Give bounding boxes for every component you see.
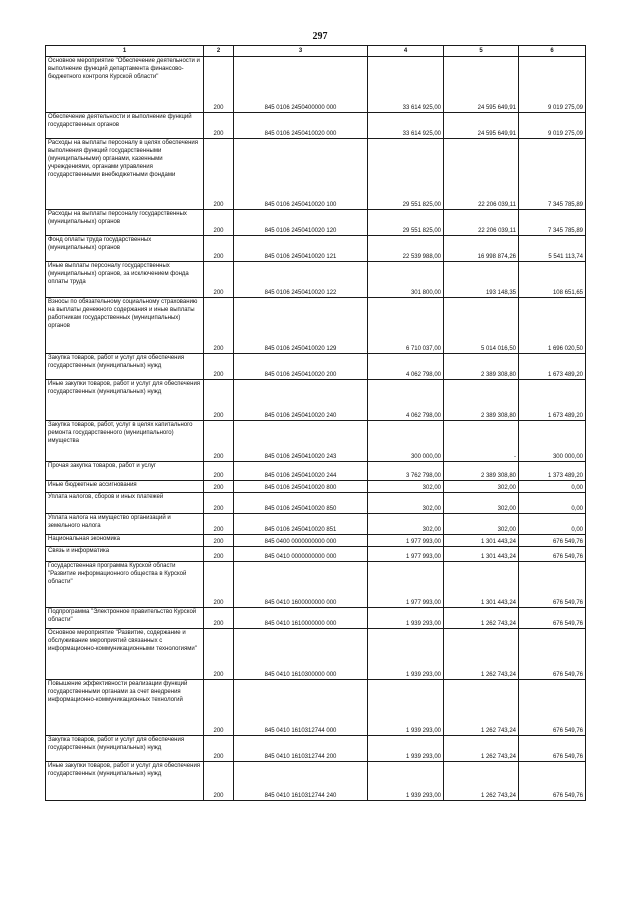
row-code-200: 200 xyxy=(204,236,234,262)
table-row xyxy=(46,514,586,535)
budget-code: 845 0410 1610312744 200 xyxy=(234,736,368,762)
executed-amount: 16 998 874,26 xyxy=(444,236,519,262)
remaining-amount: 676 549,76 xyxy=(519,680,586,736)
column-header: 4 xyxy=(368,46,444,57)
executed-amount: 1 262 743,24 xyxy=(444,629,519,680)
table-row xyxy=(46,262,586,298)
executed-amount: 302,00 xyxy=(444,481,519,493)
remaining-amount: 108 651,65 xyxy=(519,262,586,298)
remaining-amount: 0,00 xyxy=(519,481,586,493)
budget-table xyxy=(45,45,586,801)
table-row xyxy=(46,736,586,762)
approved-amount: 1 977 993,00 xyxy=(368,547,444,562)
table-row xyxy=(46,139,586,210)
row-code-200: 200 xyxy=(204,262,234,298)
approved-amount: 1 939 293,00 xyxy=(368,762,444,801)
approved-amount: 33 614 925,00 xyxy=(368,57,444,113)
remaining-amount: 676 549,76 xyxy=(519,535,586,547)
executed-amount: - xyxy=(444,421,519,462)
row-code-200: 200 xyxy=(204,562,234,608)
approved-amount: 302,00 xyxy=(368,493,444,514)
row-label: Основное мероприятие "Обеспечение деятельности и выполнение функций департамента финансово-бюджетного контроля Курской области" xyxy=(46,57,204,113)
row-label: Прочая закупка товаров, работ и услуг xyxy=(46,462,204,481)
approved-amount: 3 762 798,00 xyxy=(368,462,444,481)
row-label: Иные закупки товаров, работ и услуг для обеспечения государственных (муниципальных) нужд xyxy=(46,380,204,421)
remaining-amount: 9 019 275,09 xyxy=(519,113,586,139)
row-label: Национальная экономика xyxy=(46,535,204,547)
remaining-amount: 1 373 489,20 xyxy=(519,462,586,481)
row-code-200: 200 xyxy=(204,762,234,801)
executed-amount: 1 262 743,24 xyxy=(444,680,519,736)
remaining-amount: 676 549,76 xyxy=(519,547,586,562)
approved-amount: 6 710 037,00 xyxy=(368,298,444,354)
approved-amount: 4 062 798,00 xyxy=(368,354,444,380)
row-label: Закупка товаров, работ и услуг для обеспечения государственных (муниципальных) нужд xyxy=(46,736,204,762)
row-label: Расходы на выплаты персоналу в целях обеспечения выполнения функций государственными (муниципальными) органами, казенными учреждениями, органами управления государственными внебюджетными фондами xyxy=(46,139,204,210)
row-label: Расходы на выплаты персоналу государственных (муниципальных) органов xyxy=(46,210,204,236)
row-label: Обеспечение деятельности и выполнение функций государственных органов xyxy=(46,113,204,139)
table-row xyxy=(46,57,586,113)
table-row xyxy=(46,762,586,801)
executed-amount: 1 301 443,24 xyxy=(444,535,519,547)
executed-amount: 5 014 016,50 xyxy=(444,298,519,354)
column-header: 6 xyxy=(519,46,586,57)
approved-amount: 29 551 825,00 xyxy=(368,210,444,236)
budget-code: 845 0106 2450410020 240 xyxy=(234,380,368,421)
row-code-200: 200 xyxy=(204,547,234,562)
remaining-amount: 1 673 489,20 xyxy=(519,354,586,380)
column-header: 3 xyxy=(234,46,368,57)
executed-amount: 1 262 743,24 xyxy=(444,736,519,762)
budget-code: 845 0106 2450410020 244 xyxy=(234,462,368,481)
executed-amount: 2 389 308,80 xyxy=(444,462,519,481)
budget-code: 845 0106 2450410020 121 xyxy=(234,236,368,262)
remaining-amount: 676 549,76 xyxy=(519,736,586,762)
executed-amount: 193 148,35 xyxy=(444,262,519,298)
row-code-200: 200 xyxy=(204,514,234,535)
remaining-amount: 300 000,00 xyxy=(519,421,586,462)
approved-amount: 33 614 925,00 xyxy=(368,113,444,139)
row-code-200: 200 xyxy=(204,139,234,210)
table-row xyxy=(46,547,586,562)
row-label: Подпрограмма "Электронное правительство Курской области" xyxy=(46,608,204,629)
approved-amount: 1 939 293,00 xyxy=(368,680,444,736)
table-row xyxy=(46,462,586,481)
budget-code: 845 0106 2450410020 000 xyxy=(234,113,368,139)
row-code-200: 200 xyxy=(204,481,234,493)
executed-amount: 1 301 443,24 xyxy=(444,562,519,608)
row-label: Связь и информатика xyxy=(46,547,204,562)
executed-amount: 302,00 xyxy=(444,493,519,514)
approved-amount: 302,00 xyxy=(368,514,444,535)
row-label: Уплата налога на имущество организаций и земельного налога xyxy=(46,514,204,535)
approved-amount: 1 977 993,00 xyxy=(368,535,444,547)
column-header: 2 xyxy=(204,46,234,57)
remaining-amount: 0,00 xyxy=(519,493,586,514)
table-header-row xyxy=(46,46,586,57)
remaining-amount: 1 673 489,20 xyxy=(519,380,586,421)
remaining-amount: 0,00 xyxy=(519,514,586,535)
budget-code: 845 0106 2450410020 800 xyxy=(234,481,368,493)
executed-amount: 22 206 039,11 xyxy=(444,139,519,210)
table-row xyxy=(46,210,586,236)
approved-amount: 22 539 988,00 xyxy=(368,236,444,262)
table-row xyxy=(46,481,586,493)
budget-code: 845 0410 1610300000 000 xyxy=(234,629,368,680)
executed-amount: 2 389 308,80 xyxy=(444,380,519,421)
table-row xyxy=(46,680,586,736)
row-code-200: 200 xyxy=(204,354,234,380)
remaining-amount: 7 345 785,89 xyxy=(519,139,586,210)
row-code-200: 200 xyxy=(204,113,234,139)
budget-code: 845 0106 2450410020 850 xyxy=(234,493,368,514)
row-label: Взносы по обязательному социальному страхованию на выплаты денежного содержания и иные выплаты работникам государственных (муниципальных) органов xyxy=(46,298,204,354)
table-row xyxy=(46,608,586,629)
remaining-amount: 676 549,76 xyxy=(519,608,586,629)
row-code-200: 200 xyxy=(204,736,234,762)
row-label: Фонд оплаты труда государственных (муниципальных) органов xyxy=(46,236,204,262)
approved-amount: 1 939 293,00 xyxy=(368,608,444,629)
approved-amount: 301 800,00 xyxy=(368,262,444,298)
approved-amount: 1 939 293,00 xyxy=(368,736,444,762)
approved-amount: 4 062 798,00 xyxy=(368,380,444,421)
budget-code: 845 0410 1610312744 240 xyxy=(234,762,368,801)
row-code-200: 200 xyxy=(204,535,234,547)
table-row xyxy=(46,380,586,421)
budget-code: 845 0106 2450410020 851 xyxy=(234,514,368,535)
budget-code: 845 0410 1610312744 000 xyxy=(234,680,368,736)
row-label: Государственная программа Курской области "Развитие информационного общества в Курской области" xyxy=(46,562,204,608)
table-row xyxy=(46,298,586,354)
remaining-amount: 9 019 275,09 xyxy=(519,57,586,113)
row-code-200: 200 xyxy=(204,380,234,421)
table-row xyxy=(46,236,586,262)
page-number: 297 xyxy=(312,31,328,42)
budget-code: 845 0106 2450410020 100 xyxy=(234,139,368,210)
executed-amount: 24 595 649,91 xyxy=(444,113,519,139)
row-code-200: 200 xyxy=(204,629,234,680)
row-code-200: 200 xyxy=(204,421,234,462)
row-code-200: 200 xyxy=(204,57,234,113)
remaining-amount: 676 549,76 xyxy=(519,629,586,680)
row-label: Основное мероприятие "Развитие, содержание и обслуживание мероприятий связанных с информационно-коммуникационными технологиями" xyxy=(46,629,204,680)
row-label: Уплата налогов, сборов и иных платежей xyxy=(46,493,204,514)
executed-amount: 24 595 649,91 xyxy=(444,57,519,113)
executed-amount: 1 301 443,24 xyxy=(444,547,519,562)
remaining-amount: 1 696 020,50 xyxy=(519,298,586,354)
row-label: Иные выплаты персоналу государственных (муниципальных) органов, за исключением фонда оплаты труда xyxy=(46,262,204,298)
row-code-200: 200 xyxy=(204,680,234,736)
budget-code: 845 0106 2450400000 000 xyxy=(234,57,368,113)
remaining-amount: 676 549,76 xyxy=(519,762,586,801)
row-code-200: 200 xyxy=(204,210,234,236)
remaining-amount: 5 541 113,74 xyxy=(519,236,586,262)
row-label: Повышение эффективности реализации функций государственными органами за счет внедрения информационно-коммуникационных технологий xyxy=(46,680,204,736)
executed-amount: 2 389 308,80 xyxy=(444,354,519,380)
table-row xyxy=(46,421,586,462)
table-row xyxy=(46,354,586,380)
table-row xyxy=(46,535,586,547)
remaining-amount: 7 345 785,89 xyxy=(519,210,586,236)
executed-amount: 1 262 743,24 xyxy=(444,608,519,629)
approved-amount: 29 551 825,00 xyxy=(368,139,444,210)
approved-amount: 1 977 993,00 xyxy=(368,562,444,608)
executed-amount: 302,00 xyxy=(444,514,519,535)
row-code-200: 200 xyxy=(204,462,234,481)
budget-code: 845 0106 2450410020 120 xyxy=(234,210,368,236)
row-label: Иные бюджетные ассигнования xyxy=(46,481,204,493)
row-code-200: 200 xyxy=(204,493,234,514)
row-label: Закупка товаров, работ и услуг для обеспечения государственных (муниципальных) нужд xyxy=(46,354,204,380)
column-header: 1 xyxy=(46,46,204,57)
executed-amount: 1 262 743,24 xyxy=(444,762,519,801)
table-row xyxy=(46,562,586,608)
remaining-amount: 676 549,76 xyxy=(519,562,586,608)
executed-amount: 22 206 039,11 xyxy=(444,210,519,236)
column-header: 5 xyxy=(444,46,519,57)
budget-code: 845 0410 0000000000 000 xyxy=(234,547,368,562)
budget-code: 845 0106 2450410020 122 xyxy=(234,262,368,298)
table-row xyxy=(46,113,586,139)
row-label: Закупка товаров, работ, услуг в целях капитального ремонта государственного (муниципального) имущества xyxy=(46,421,204,462)
row-code-200: 200 xyxy=(204,608,234,629)
table-row xyxy=(46,493,586,514)
budget-code: 845 0410 1610000000 000 xyxy=(234,608,368,629)
table-row xyxy=(46,629,586,680)
approved-amount: 1 939 293,00 xyxy=(368,629,444,680)
approved-amount: 302,00 xyxy=(368,481,444,493)
approved-amount: 300 000,00 xyxy=(368,421,444,462)
budget-code: 845 0410 1600000000 000 xyxy=(234,562,368,608)
budget-code: 845 0106 2450410020 200 xyxy=(234,354,368,380)
budget-code: 845 0106 2450410020 243 xyxy=(234,421,368,462)
budget-code: 845 0400 0000000000 000 xyxy=(234,535,368,547)
budget-code: 845 0106 2450410020 129 xyxy=(234,298,368,354)
row-code-200: 200 xyxy=(204,298,234,354)
row-label: Иные закупки товаров, работ и услуг для обеспечения государственных (муниципальных) нужд xyxy=(46,762,204,801)
